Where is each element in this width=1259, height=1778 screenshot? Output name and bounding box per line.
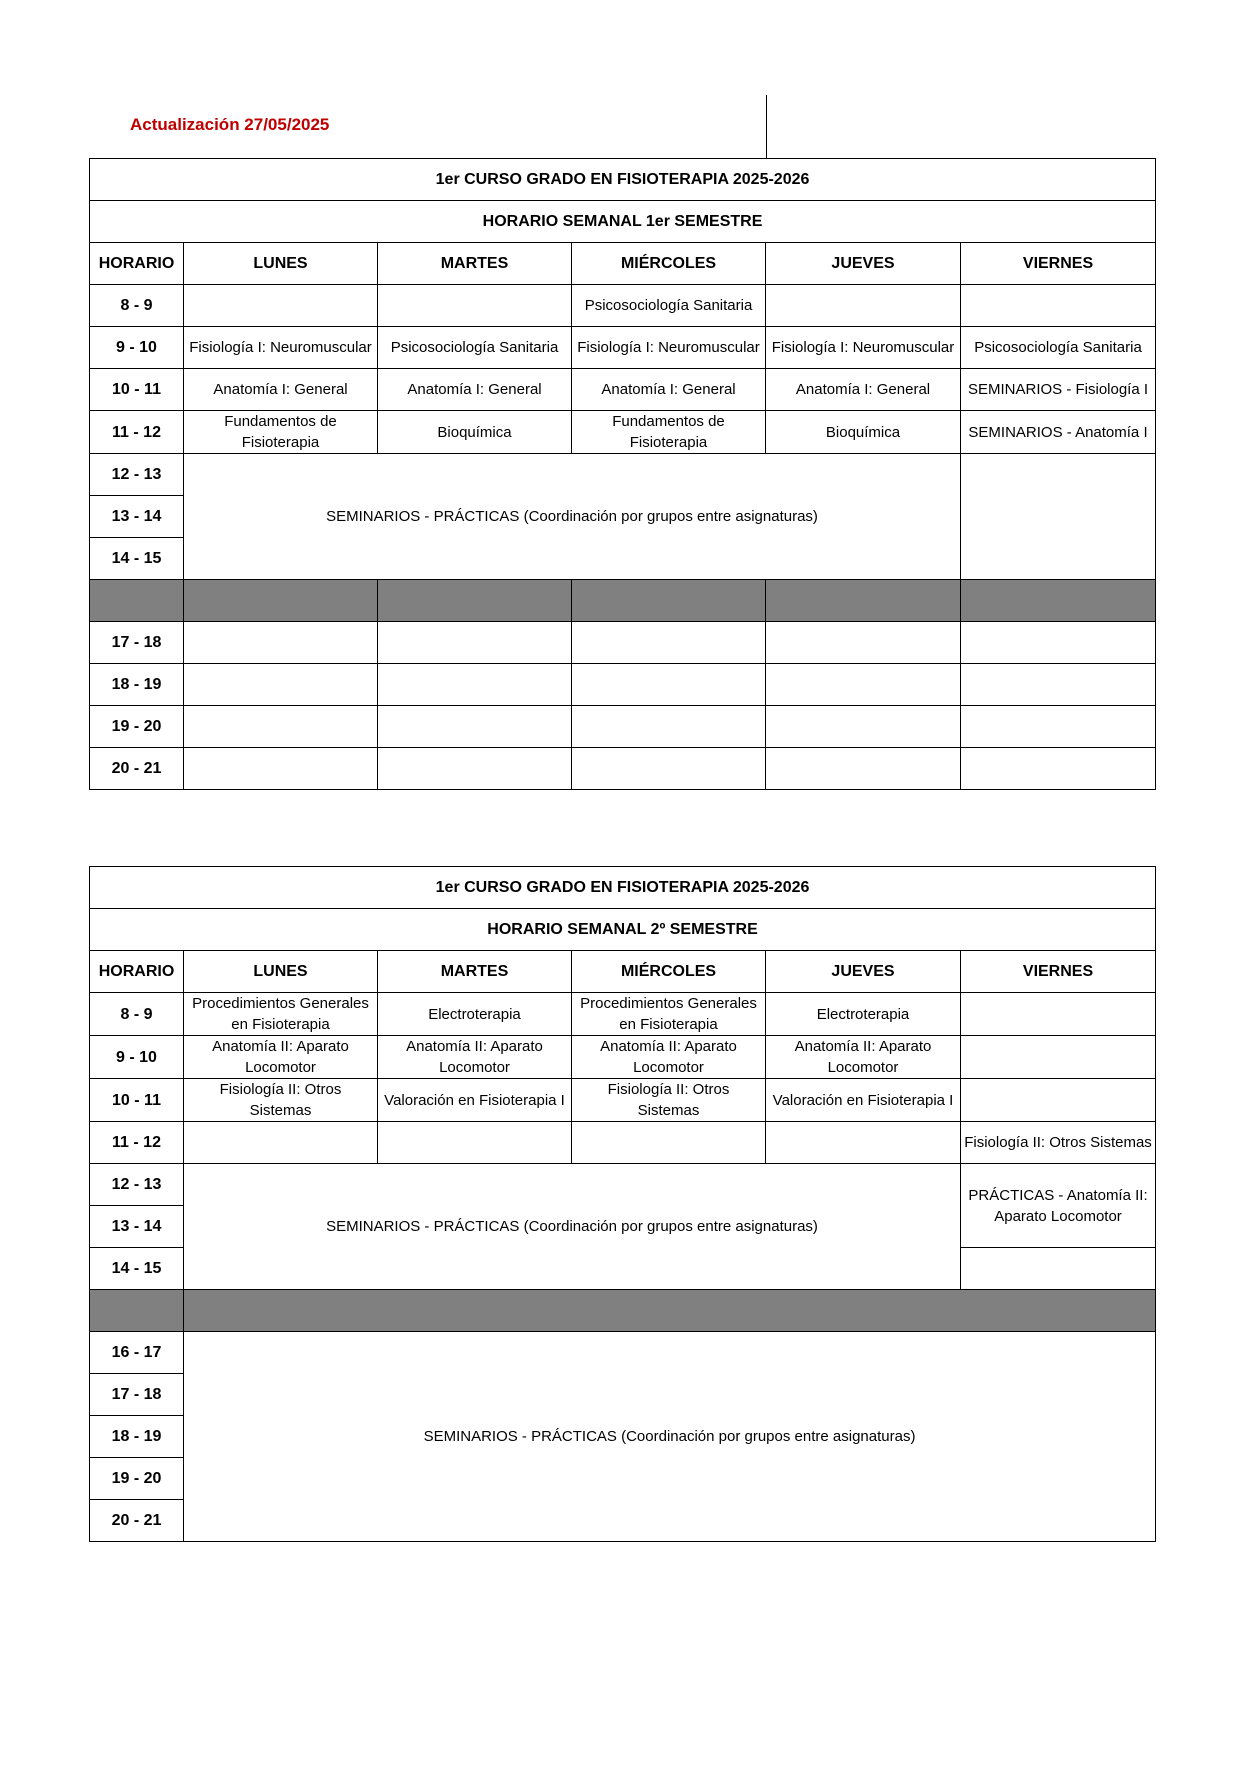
empty-cell <box>378 706 572 748</box>
class-cell: Fundamentos de Fisioterapia <box>184 411 378 454</box>
class-cell: Anatomía I: General <box>378 369 572 411</box>
class-cell: Procedimientos Generales en Fisioterapia <box>572 993 766 1036</box>
class-cell: Fisiología II: Otros Sistemas <box>961 1122 1156 1164</box>
class-cell: Psicosociología Sanitaria <box>961 327 1156 369</box>
hour-cell: 19 - 20 <box>90 706 184 748</box>
empty-cell <box>184 285 378 327</box>
break-cell <box>766 580 961 622</box>
empty-cell <box>961 1036 1156 1079</box>
header-martes: MARTES <box>378 951 572 993</box>
table-row <box>90 369 1156 411</box>
class-cell: Fisiología II: Otros Sistemas <box>184 1079 378 1122</box>
hour-cell: 13 - 14 <box>90 1206 184 1248</box>
empty-cell <box>572 706 766 748</box>
empty-cell <box>378 664 572 706</box>
table-row <box>90 706 1156 748</box>
empty-cell <box>961 993 1156 1036</box>
empty-cell <box>378 622 572 664</box>
break-cell <box>961 580 1156 622</box>
class-cell: SEMINARIOS - Anatomía I <box>961 411 1156 454</box>
schedule-table-semester-1 <box>89 158 1156 790</box>
class-cell: Valoración en Fisioterapia I <box>766 1079 961 1122</box>
empty-cell <box>184 748 378 790</box>
class-cell: Bioquímica <box>378 411 572 454</box>
class-cell: Anatomía II: Aparato Locomotor <box>572 1036 766 1079</box>
table-row <box>90 1164 1156 1206</box>
class-cell: Fisiología I: Neuromuscular <box>766 327 961 369</box>
class-cell: Fundamentos de Fisioterapia <box>572 411 766 454</box>
empty-cell <box>766 1122 961 1164</box>
table-subtitle: HORARIO SEMANAL 2º SEMESTRE <box>90 909 1156 951</box>
table-row <box>90 664 1156 706</box>
hour-cell: 11 - 12 <box>90 411 184 454</box>
hour-cell: 12 - 13 <box>90 1164 184 1206</box>
break-cell <box>378 580 572 622</box>
empty-cell <box>184 622 378 664</box>
empty-cell <box>961 622 1156 664</box>
table-row <box>90 411 1156 454</box>
empty-cell <box>184 1122 378 1164</box>
empty-cell <box>961 706 1156 748</box>
header-viernes: VIERNES <box>961 243 1156 285</box>
class-cell: Procedimientos Generales en Fisioterapia <box>184 993 378 1036</box>
hour-cell: 10 - 11 <box>90 369 184 411</box>
class-cell: Anatomía II: Aparato Locomotor <box>378 1036 572 1079</box>
seminarios-practicas-cell: SEMINARIOS - PRÁCTICAS (Coordinación por grupos entre asignaturas) <box>184 454 961 580</box>
hour-cell: 14 - 15 <box>90 1248 184 1290</box>
table-row <box>90 327 1156 369</box>
hour-cell: 19 - 20 <box>90 1458 184 1500</box>
class-cell: Psicosociología Sanitaria <box>572 285 766 327</box>
seminarios-practicas-cell: SEMINARIOS - PRÁCTICAS (Coordinación por grupos entre asignaturas) <box>184 1164 961 1290</box>
class-cell: Electroterapia <box>766 993 961 1036</box>
empty-cell <box>378 285 572 327</box>
hour-cell: 17 - 18 <box>90 1374 184 1416</box>
hour-cell: 14 - 15 <box>90 538 184 580</box>
table-row <box>90 1079 1156 1122</box>
header-jueves: JUEVES <box>766 951 961 993</box>
table-row <box>90 1332 1156 1374</box>
empty-cell <box>961 664 1156 706</box>
header-lunes: LUNES <box>184 243 378 285</box>
class-cell: Fisiología I: Neuromuscular <box>184 327 378 369</box>
empty-cell <box>766 664 961 706</box>
class-cell: Psicosociología Sanitaria <box>378 327 572 369</box>
header-miercoles: MIÉRCOLES <box>572 951 766 993</box>
table-row <box>90 454 1156 496</box>
table-title: 1er CURSO GRADO EN FISIOTERAPIA 2025-2026 <box>90 159 1156 201</box>
class-cell: Anatomía II: Aparato Locomotor <box>766 1036 961 1079</box>
header-miercoles: MIÉRCOLES <box>572 243 766 285</box>
empty-cell <box>572 664 766 706</box>
hour-cell: 12 - 13 <box>90 454 184 496</box>
table-title: 1er CURSO GRADO EN FISIOTERAPIA 2025-2026 <box>90 867 1156 909</box>
hour-cell: 9 - 10 <box>90 1036 184 1079</box>
class-cell: Bioquímica <box>766 411 961 454</box>
empty-cell <box>961 454 1156 580</box>
header-viernes: VIERNES <box>961 951 1156 993</box>
empty-cell <box>572 748 766 790</box>
schedule-table-semester-2 <box>89 866 1156 1542</box>
class-cell: Anatomía II: Aparato Locomotor <box>184 1036 378 1079</box>
hour-cell: 17 - 18 <box>90 622 184 664</box>
empty-cell <box>378 1122 572 1164</box>
header-horario: HORARIO <box>90 951 184 993</box>
hour-cell: 9 - 10 <box>90 327 184 369</box>
empty-cell <box>378 748 572 790</box>
class-cell: Fisiología I: Neuromuscular <box>572 327 766 369</box>
empty-cell <box>766 285 961 327</box>
hour-cell: 18 - 19 <box>90 664 184 706</box>
class-cell: Fisiología II: Otros Sistemas <box>572 1079 766 1122</box>
break-cell <box>90 580 184 622</box>
table-row <box>90 748 1156 790</box>
header-martes: MARTES <box>378 243 572 285</box>
class-cell: Anatomía I: General <box>184 369 378 411</box>
class-cell: Electroterapia <box>378 993 572 1036</box>
hour-cell: 20 - 21 <box>90 1500 184 1542</box>
empty-cell <box>766 622 961 664</box>
table-row <box>90 993 1156 1036</box>
empty-cell <box>961 1248 1156 1290</box>
class-cell: Anatomía I: General <box>572 369 766 411</box>
lunch-break-row <box>90 580 1156 622</box>
break-cell <box>184 1290 1156 1332</box>
empty-cell <box>961 1079 1156 1122</box>
lunch-break-row <box>90 1290 1156 1332</box>
hour-cell: 8 - 9 <box>90 993 184 1036</box>
hour-cell: 13 - 14 <box>90 496 184 538</box>
class-cell: Anatomía I: General <box>766 369 961 411</box>
empty-cell <box>184 664 378 706</box>
hour-cell: 10 - 11 <box>90 1079 184 1122</box>
empty-cell <box>961 748 1156 790</box>
class-cell: Valoración en Fisioterapia I <box>378 1079 572 1122</box>
header-jueves: JUEVES <box>766 243 961 285</box>
table-row <box>90 1036 1156 1079</box>
hour-cell: 11 - 12 <box>90 1122 184 1164</box>
empty-cell <box>572 622 766 664</box>
seminarios-practicas-cell: SEMINARIOS - PRÁCTICAS (Coordinación por grupos entre asignaturas) <box>184 1332 1156 1542</box>
table-row <box>90 622 1156 664</box>
table-row <box>90 285 1156 327</box>
empty-cell <box>184 706 378 748</box>
header-lunes: LUNES <box>184 951 378 993</box>
class-cell: PRÁCTICAS - Anatomía II: Aparato Locomotor <box>961 1164 1156 1248</box>
empty-cell <box>766 748 961 790</box>
hour-cell: 8 - 9 <box>90 285 184 327</box>
break-cell <box>572 580 766 622</box>
table-subtitle: HORARIO SEMANAL 1er SEMESTRE <box>90 201 1156 243</box>
empty-cell <box>961 285 1156 327</box>
hour-cell: 18 - 19 <box>90 1416 184 1458</box>
empty-cell <box>572 1122 766 1164</box>
break-cell <box>184 580 378 622</box>
hour-cell: 16 - 17 <box>90 1332 184 1374</box>
break-cell <box>90 1290 184 1332</box>
table-row <box>90 1122 1156 1164</box>
update-date-label: Actualización 27/05/2025 <box>130 115 330 134</box>
empty-cell <box>766 706 961 748</box>
header-divider-line <box>766 95 767 158</box>
class-cell: SEMINARIOS - Fisiología I <box>961 369 1156 411</box>
header-horario: HORARIO <box>90 243 184 285</box>
hour-cell: 20 - 21 <box>90 748 184 790</box>
